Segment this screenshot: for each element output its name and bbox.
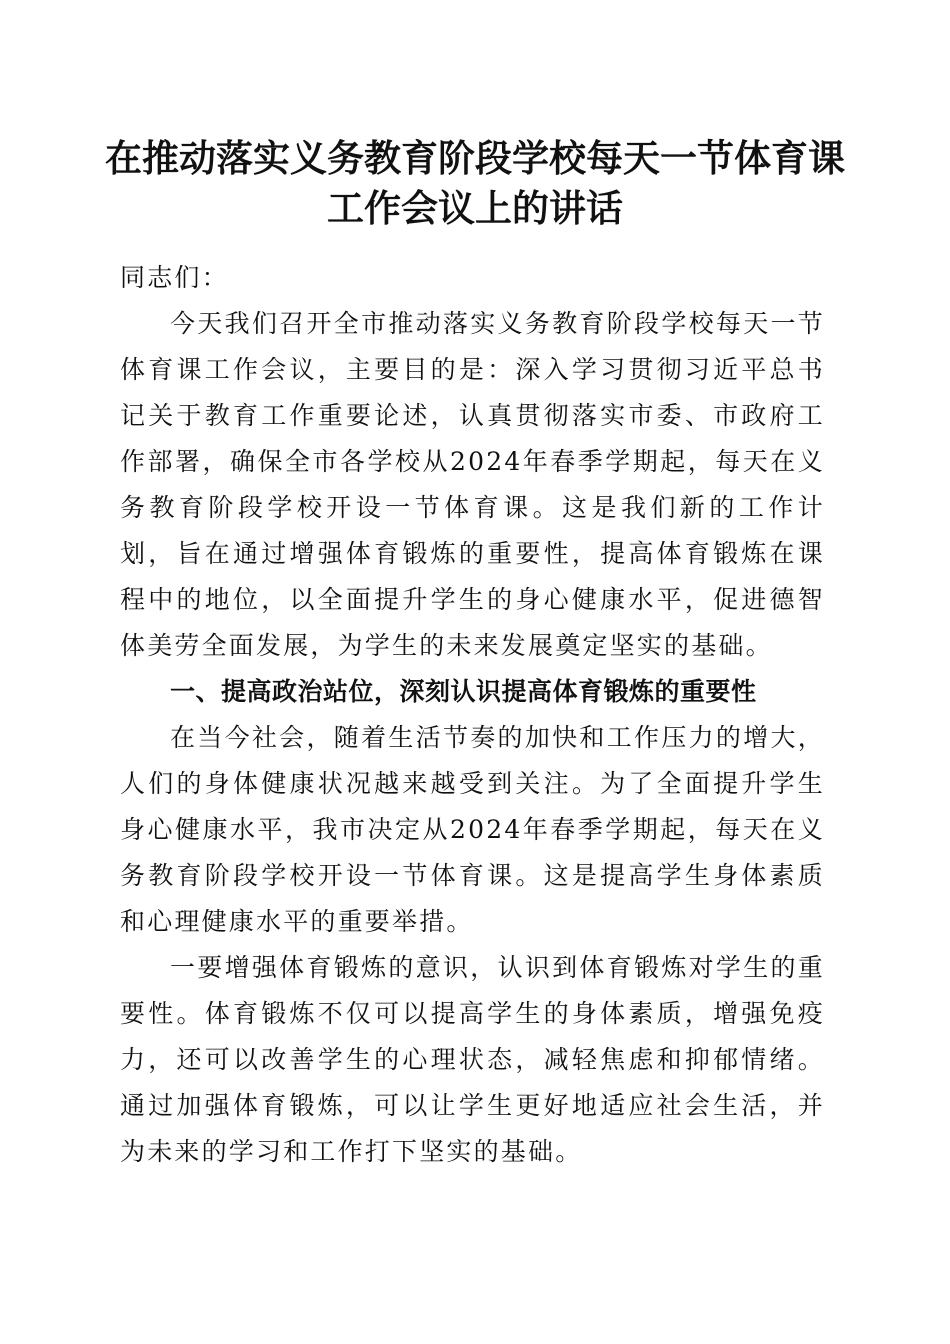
document-body [120,255,825,1175]
document-title-line-2: 工作会议上的讲话 [327,186,623,230]
section-heading-1: 一、提高政治站位，深刻认识提高体育锻炼的重要性 [170,677,757,706]
document-title-line-1: 在推动落实义务教育阶段学校每天一节体育课 [105,136,845,180]
paragraph-section-1: 在当今社会，随着生活节奏的加快和工作压力的增大，人们的身体健康状况越来越受到关注。为了全面提升学生身心健康水平，我市决定从2024年春季学期起，每天在义务教育阶段学校开设一节体育课。这是提高学生身体素质和心理健康水平的重要举措。 [120,723,825,936]
paragraph-intro: 今天我们召开全市推动落实义务教育阶段学校每天一节体育课工作会议，主要目的是：深入学习贯彻习近平总书记关于教育工作重要论述，认真贯彻落实市委、市政府工作部署，确保全市各学校从2024年春季学期起，每天在义务教育阶段学校开设一节体育课。这是我们新的工作计划，旨在通过增强体育锻炼的重要性，提高体育锻炼在课程中的地位，以全面提升学生的身心健康水平，促进德智体美劳全面发展，为学生的未来发展奠定坚实的基础。 [120,309,825,660]
paragraph-point-1: 一要增强体育锻炼的意识，认识到体育锻炼对学生的重要性。体育锻炼不仅可以提高学生的身体素质，增强免疫力，还可以改善学生的心理状态，减轻焦虑和抑郁情绪。通过加强体育锻炼，可以让学生更好地适应社会生活，并为未来的学习和工作打下坚实的基础。 [120,953,825,1166]
salutation: 同志们： [120,263,229,292]
